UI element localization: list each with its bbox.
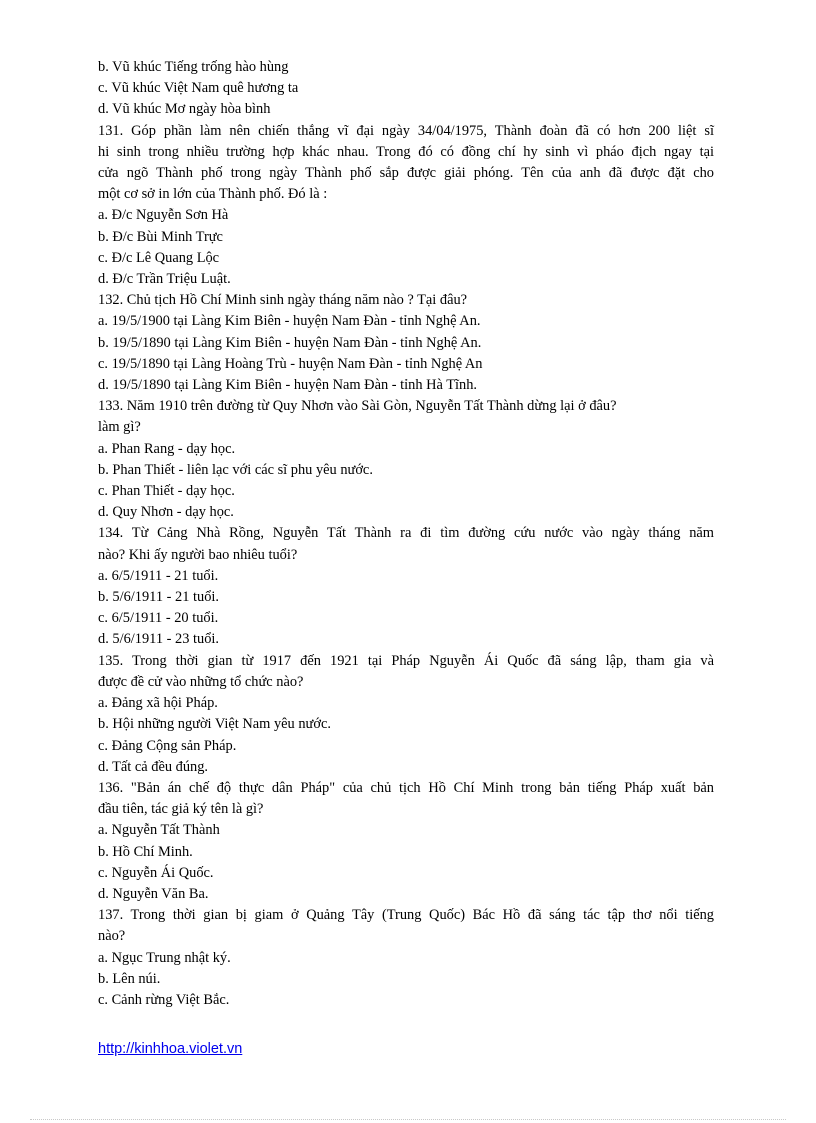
answer-option: c. Phan Thiết - dạy học. xyxy=(98,483,235,500)
answer-option: c. Đảng Cộng sản Pháp. xyxy=(98,737,237,754)
answer-option: a. 6/5/1911 - 21 tuổi. xyxy=(98,567,219,584)
footer-website-link[interactable]: http://kinhhoa.violet.vn xyxy=(98,1041,243,1057)
question-131-line: hi sinh trong nhiều trường hợp khác nhau. Trong đó có đồng chí hy sinh vì pháo địch ngay tại xyxy=(98,143,714,160)
question-131-line: một cơ sở in lớn của Thành phố. Đó là : xyxy=(98,186,328,203)
answer-option: d. Đ/c Trần Triệu Luật. xyxy=(98,271,231,288)
answer-option: a. Đảng xã hội Pháp. xyxy=(98,695,218,712)
answer-option: c. 6/5/1911 - 20 tuổi. xyxy=(98,610,219,627)
answer-option: c. 19/5/1890 tại Làng Hoàng Trù - huyện Nam Đàn - tỉnh Nghệ An xyxy=(98,355,483,372)
answer-option: b. 5/6/1911 - 21 tuổi. xyxy=(98,589,219,606)
answer-option: d. Nguyễn Văn Ba. xyxy=(98,885,209,902)
question-133-line: 133. Năm 1910 trên đường từ Quy Nhơn vào Sài Gòn, Nguyễn Tất Thành dừng lại ở đâu? xyxy=(98,398,617,415)
answer-option: c. Đ/c Lê Quang Lộc xyxy=(98,249,220,266)
question-137-line: nào? xyxy=(98,928,126,945)
page-bottom-divider xyxy=(30,1119,786,1120)
text-line: b. Vũ khúc Tiếng trống hào hùng xyxy=(98,59,289,75)
answer-option: b. Phan Thiết - liên lạc với các sĩ phu yêu nước. xyxy=(98,461,373,478)
answer-option: c. Nguyễn Ái Quốc. xyxy=(98,864,214,881)
answer-option: d. Tất cả đều đúng. xyxy=(98,758,209,775)
question-135-line: 135. Trong thời gian từ 1917 đến 1921 tại Pháp Nguyễn Ái Quốc đã sáng lập, tham gia và xyxy=(98,652,714,669)
answer-option: a. 19/5/1900 tại Làng Kim Biên - huyện Nam Đàn - tỉnh Nghệ An. xyxy=(98,313,481,330)
question-135-line: được đề cử vào những tổ chức nào? xyxy=(98,673,304,690)
question-131-line: 131. Góp phần làm nên chiến thắng vĩ đại ngày 34/04/1975, Thành đoàn đã có hơn 200 liệt sĩ xyxy=(98,122,714,139)
answer-option: b. 19/5/1890 tại Làng Kim Biên - huyện Nam Đàn - tỉnh Nghệ An. xyxy=(98,334,482,351)
answer-option: b. Hội những người Việt Nam yêu nước. xyxy=(98,716,331,733)
answer-option: a. Phan Rang - dạy học. xyxy=(98,440,236,457)
answer-option: b. Đ/c Bùi Minh Trực xyxy=(98,228,223,245)
question-134-line: nào? Khi ấy người bao nhiêu tuổi? xyxy=(98,546,298,563)
answer-option: d. Quy Nhơn - dạy học. xyxy=(98,504,234,521)
answer-option: a. Nguyễn Tất Thành xyxy=(98,822,220,839)
answer-option: b. Hồ Chí Minh. xyxy=(98,843,193,860)
answer-option: a. Đ/c Nguyễn Sơn Hà xyxy=(98,207,229,224)
question-137-line: 137. Trong thời gian bị giam ở Quảng Tây (Trung Quốc) Bác Hồ đã sáng tác tập thơ nổi tiếng xyxy=(98,907,714,924)
text-line: c. Vũ khúc Việt Nam quê hương ta xyxy=(98,80,299,97)
document-body xyxy=(98,57,714,1011)
answer-option: a. Ngục Trung nhật ký. xyxy=(98,949,231,966)
question-136-line: 136. "Bản án chế độ thực dân Pháp" của chủ tịch Hồ Chí Minh trong bản tiếng Pháp xuất bản xyxy=(98,779,714,796)
question-133-line: làm gì? xyxy=(98,419,141,436)
question-134-line: 134. Từ Cảng Nhà Rồng, Nguyễn Tất Thành ra đi tìm đường cứu nước vào ngày tháng năm xyxy=(98,525,714,542)
text-line: d. Vũ khúc Mơ ngày hòa bình xyxy=(98,101,271,118)
answer-option: c. Cảnh rừng Việt Bắc. xyxy=(98,991,230,1008)
answer-option: d. 5/6/1911 - 23 tuổi. xyxy=(98,631,219,648)
answer-option: d. 19/5/1890 tại Làng Kim Biên - huyện Nam Đàn - tỉnh Hà Tĩnh. xyxy=(98,377,478,394)
question-136-line: đầu tiên, tác giả ký tên là gì? xyxy=(98,801,264,818)
question-131-line: cửa ngõ Thành phố trong ngày Thành phố sắp được giải phóng. Tên của anh đã được đặt cho xyxy=(98,165,714,182)
question-132-line: 132. Chủ tịch Hồ Chí Minh sinh ngày tháng năm nào ? Tại đâu? xyxy=(98,292,468,309)
answer-option: b. Lên núi. xyxy=(98,970,161,987)
